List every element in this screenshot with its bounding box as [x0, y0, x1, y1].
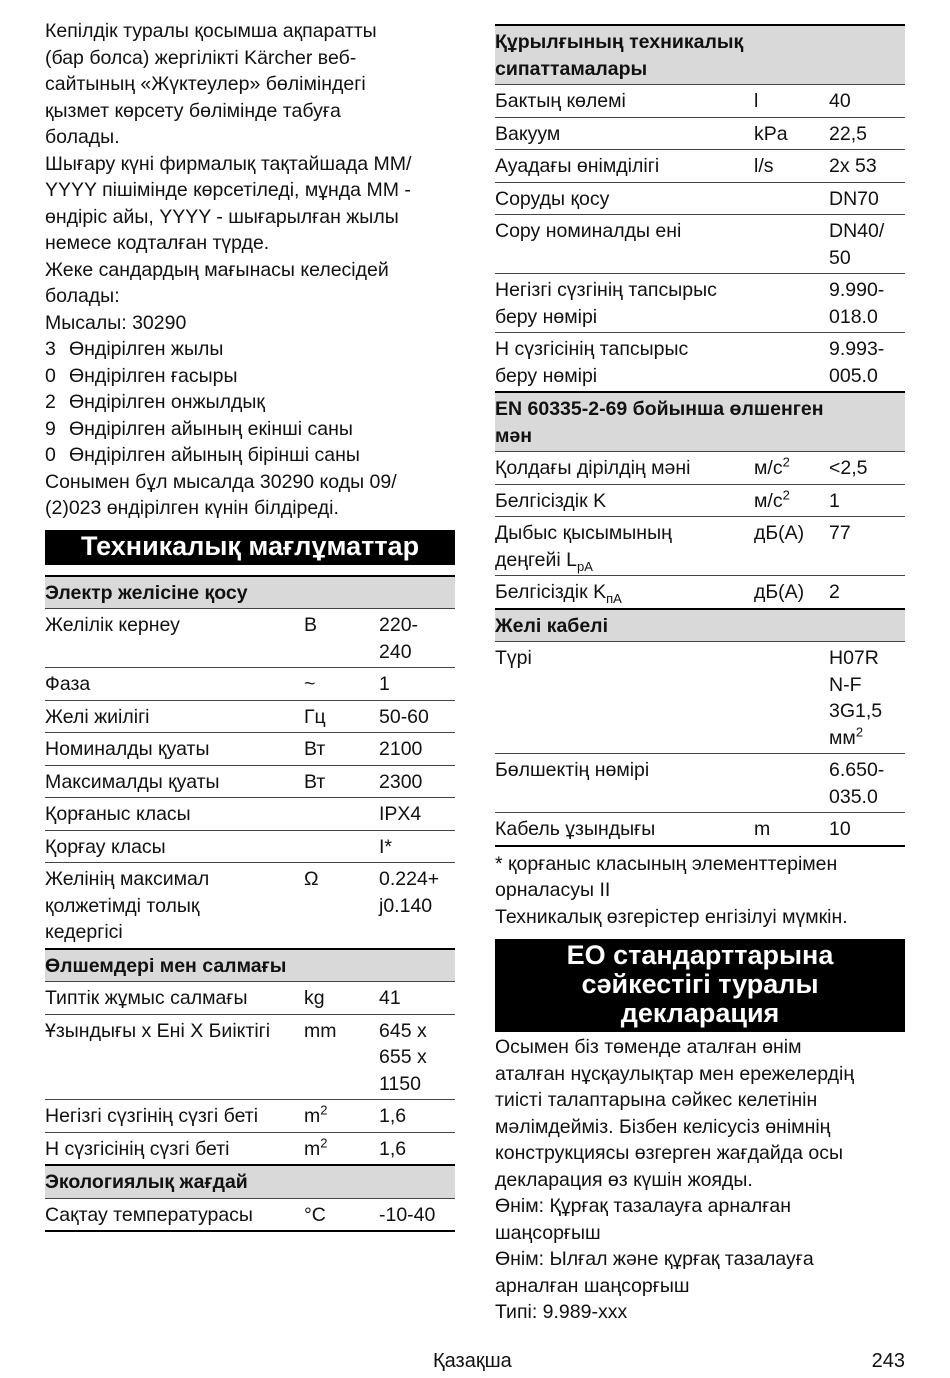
row-unit: [754, 484, 829, 517]
technical-data-heading: Техникалық мағлұматтар: [45, 530, 455, 565]
table-row: [45, 1014, 455, 1100]
left-column: [45, 18, 455, 1232]
table-section-row: [45, 949, 455, 982]
text-line: Өнім: Құрғақ тазалауға арналған: [495, 1195, 792, 1217]
row-unit: Вт: [304, 765, 379, 798]
row-unit: ~: [304, 668, 379, 701]
section-title: Желі кабелі: [495, 609, 905, 642]
row-value: 6.650- 035.0: [829, 754, 905, 813]
row-unit: [304, 1132, 379, 1165]
table-row: [495, 150, 905, 183]
row-label: Қорғау класы: [45, 830, 304, 863]
text-line: сайтының «Жүктеулер» бөліміндегі: [45, 73, 366, 95]
row-label: Максималды қуаты: [45, 765, 304, 798]
row-label: Бөлшектің нөмірі: [495, 754, 754, 813]
row-unit: дБ(А): [754, 517, 829, 576]
row-label: Сору номиналды ені: [495, 215, 754, 274]
row-label: Ұзындығы x Ені X Биіктігі: [45, 1014, 304, 1100]
conclusion-paragraph: [45, 469, 455, 522]
text-line: орналасуы II: [495, 879, 611, 901]
row-label: Сақтау температурасы: [45, 1198, 304, 1231]
list-number: 3: [45, 338, 56, 360]
text-line: Өнім: Ылғал және құрғақ тазалауға: [495, 1248, 814, 1270]
text-line: (бар болса) жергілікті Kärcher веб-: [45, 46, 357, 69]
row-label: [495, 517, 754, 576]
value-text: H07R N-F 3G1,5 мм: [829, 647, 883, 749]
text-line: арналған шаңсорғыш: [495, 1274, 690, 1297]
row-label: Типтік жұмыс салмағы: [45, 982, 304, 1015]
row-unit: [754, 452, 829, 485]
section-title: Электр желісіне қосу: [45, 576, 455, 609]
notes-paragraph: [495, 851, 905, 931]
table-row: [495, 576, 905, 609]
row-unit: [754, 182, 829, 215]
row-label: Желілік кернеу: [45, 609, 304, 668]
digit-list: [45, 336, 455, 469]
row-label: Вакуум: [495, 117, 754, 150]
row-label: Қолдағы дірілдің мәні: [495, 452, 754, 485]
list-number: 0: [45, 364, 56, 387]
row-value: 40: [829, 85, 905, 118]
row-value: 1: [829, 484, 905, 517]
unit-exponent: 2: [320, 1135, 328, 1150]
table-section-row: [495, 609, 905, 642]
list-text: Өндірілген айының бірінші саны: [69, 444, 360, 466]
row-value: DN70: [829, 182, 905, 215]
device-specs-table: [495, 24, 905, 847]
table-row: [45, 1132, 455, 1165]
section-title: Өлшемдері мен салмағы: [45, 949, 455, 982]
row-value: 10: [829, 813, 905, 846]
row-label: Түрі: [495, 642, 754, 754]
text-line: қызмет көрсету бөлімінде табуға: [45, 99, 341, 122]
row-value: 41: [379, 982, 455, 1015]
right-column: [495, 18, 905, 1326]
text-line: Мысалы: 30290: [45, 311, 187, 334]
text-line: Техникалық өзгерістер енгізілуі мүмкін.: [495, 905, 848, 928]
text-line: Кепілдік туралы қосымша ақпаратты: [45, 20, 377, 42]
row-value: 2300: [379, 765, 455, 798]
page-number: 243: [871, 1350, 905, 1372]
table-row: [495, 85, 905, 118]
table-section-row: [495, 25, 905, 85]
footer-language: Қазақша: [433, 1350, 512, 1372]
table-row: [45, 668, 455, 701]
label-text: Белгісіздік K: [495, 581, 607, 603]
table-row: [495, 754, 905, 813]
row-value: [829, 642, 905, 754]
row-unit: [304, 798, 379, 831]
row-unit: [754, 274, 829, 333]
row-value: 0.224+ j0.140: [379, 863, 455, 949]
row-value: 9.990- 018.0: [829, 274, 905, 333]
text-line: * қорғаныс класының элементтерімен: [495, 852, 838, 875]
row-unit: Гц: [304, 700, 379, 733]
row-value: -10-40: [379, 1198, 455, 1231]
table-row: [495, 215, 905, 274]
eu-declaration-heading: ЕО стандарттарына сәйкестігі туралы декларация: [495, 939, 905, 1032]
row-label: [495, 576, 754, 609]
row-unit: l/s: [754, 150, 829, 183]
text-line: өндіріс айы, YYYY - шығарылған жылы: [45, 205, 399, 228]
text-line: декларация өз күшін жояды.: [495, 1168, 753, 1191]
row-unit: В: [304, 609, 379, 668]
list-item: [45, 416, 455, 443]
text-line: болады.: [45, 126, 120, 148]
table-row: [495, 182, 905, 215]
list-item: [45, 336, 455, 363]
row-label: Негізгі сүзгінің тапсырыс беру нөмірі: [495, 274, 754, 333]
text-line: Осымен біз төменде аталған өнім: [495, 1036, 802, 1058]
table-row: [45, 798, 455, 831]
row-unit: Вт: [304, 733, 379, 766]
table-row: [45, 700, 455, 733]
list-text: Өндірілген айының екінші саны: [69, 417, 353, 440]
text-line: Жеке сандардың мағынасы келесідей: [45, 258, 389, 281]
section-title: Құрылғының техникалық сипаттамалары: [495, 25, 905, 85]
row-value: 50-60: [379, 700, 455, 733]
row-value: DN40/ 50: [829, 215, 905, 274]
unit-base: m: [304, 1137, 321, 1160]
row-value: 2100: [379, 733, 455, 766]
table-row: [495, 813, 905, 846]
table-row: [45, 830, 455, 863]
list-item: [45, 442, 455, 469]
list-item: [45, 389, 455, 416]
text-line: YYYY пішімінде көрсетіледі, мұнда MM -: [45, 179, 411, 201]
row-unit: kg: [304, 982, 379, 1015]
unit-base: m: [304, 1105, 321, 1127]
text-line: (2)023 өндірілген күнін білдіреді.: [45, 497, 339, 519]
table-row: [45, 863, 455, 949]
row-label: Белгісіздік K: [495, 484, 754, 517]
text-line: шаңсорғыш: [495, 1221, 601, 1244]
table-row: [495, 117, 905, 150]
row-unit: l: [754, 85, 829, 118]
list-item: [45, 363, 455, 390]
list-number: 9: [45, 417, 56, 440]
row-unit: [304, 830, 379, 863]
warranty-paragraph: [45, 18, 455, 336]
list-text: Өндірілген онжылдық: [69, 391, 265, 413]
unit-base: м/с: [754, 457, 783, 479]
table-row: [45, 1100, 455, 1133]
row-label: Негізгі сүзгінің сүзгі беті: [45, 1100, 304, 1133]
row-value: 645 x 655 x 1150: [379, 1014, 455, 1100]
text-line: Сонымен бұл мысалда 30290 коды 09/: [45, 470, 397, 493]
row-unit: kPa: [754, 117, 829, 150]
section-title: EN 60335-2-69 бойынша өлшенген мән: [495, 392, 905, 452]
list-text: Өндірілген жылы: [69, 338, 224, 360]
table-section-row: [45, 576, 455, 609]
table-row: [45, 982, 455, 1015]
table-section-row: [495, 392, 905, 452]
row-unit: °C: [304, 1198, 379, 1231]
table-row: [495, 333, 905, 393]
text-line: Шығару күні фирмалық тақтайшада MM/: [45, 152, 412, 175]
row-unit: [754, 754, 829, 813]
row-value: 22,5: [829, 117, 905, 150]
row-value: 1,6: [379, 1100, 455, 1133]
row-value: 220- 240: [379, 609, 455, 668]
row-label: Соруды қосу: [495, 182, 754, 215]
row-value: 1,6: [379, 1132, 455, 1165]
row-label: Желінің максимал қолжетімді толық кедергісі: [45, 863, 304, 949]
table-row: [45, 765, 455, 798]
table-row: [45, 609, 455, 668]
row-value: I*: [379, 830, 455, 863]
row-unit: дБ(А): [754, 576, 829, 609]
unit-exponent: 2: [782, 454, 790, 470]
row-label: Қорғаныс класы: [45, 798, 304, 831]
row-value: 1: [379, 668, 455, 701]
table-row: [45, 1198, 455, 1231]
text-line: болады:: [45, 285, 120, 307]
table-row: [45, 733, 455, 766]
row-unit: [754, 215, 829, 274]
row-value: 2: [829, 576, 905, 609]
text-line: мәлімдейміз. Бізбен келісусіз өнімнің: [495, 1115, 831, 1138]
text-line: аталған нұсқаулықтар мен ережелердің: [495, 1062, 855, 1085]
list-number: 0: [45, 444, 56, 466]
row-label: Ауадағы өнімділігі: [495, 150, 754, 183]
table-row: [495, 452, 905, 485]
label-subscript: pA: [577, 558, 593, 574]
row-label: Кабель ұзындығы: [495, 813, 754, 846]
section-title: Экологиялық жағдай: [45, 1165, 455, 1198]
row-unit: [754, 642, 829, 754]
text-line: немесе кодталған түрде.: [45, 232, 270, 254]
table-row: [495, 642, 905, 754]
row-value: 2x 53: [829, 150, 905, 183]
row-label: Н сүзгісінің тапсырыс беру нөмірі: [495, 333, 754, 393]
row-value: IPX4: [379, 798, 455, 831]
table-row: [495, 517, 905, 576]
list-text: Өндірілген ғасыры: [69, 364, 238, 387]
technical-data-table: [45, 575, 455, 1233]
table-row: [495, 484, 905, 517]
row-unit: mm: [304, 1014, 379, 1100]
unit-exponent: 2: [320, 1102, 328, 1118]
declaration-paragraph: [495, 1034, 905, 1326]
table-section-row: [45, 1165, 455, 1198]
row-unit: [304, 1100, 379, 1133]
row-value: 9.993- 005.0: [829, 333, 905, 393]
unit-base: м/с: [754, 489, 783, 512]
row-unit: [754, 333, 829, 393]
label-subscript: пА: [606, 590, 622, 606]
row-value: 77: [829, 517, 905, 576]
text-line: тиісті талаптарына сәйкес келетінін: [495, 1089, 818, 1111]
label-text: Дыбыс қысымының деңгейі L: [495, 522, 672, 571]
row-label: Н сүзгісінің сүзгі беті: [45, 1132, 304, 1165]
unit-exponent: 2: [782, 487, 790, 502]
table-row: [495, 274, 905, 333]
row-label: Бактың көлемі: [495, 85, 754, 118]
text-line: конструкциясы өзгерген жағдайда осы: [495, 1142, 844, 1164]
value-exponent: 2: [855, 724, 864, 739]
text-line: Типі: 9.989-xxx: [495, 1301, 628, 1323]
row-label: Номиналды қуаты: [45, 733, 304, 766]
row-unit: Ω: [304, 863, 379, 949]
row-value: <2,5: [829, 452, 905, 485]
list-number: 2: [45, 391, 56, 413]
row-label: Фаза: [45, 668, 304, 701]
row-label: Желі жиілігі: [45, 700, 304, 733]
row-unit: m: [754, 813, 829, 846]
